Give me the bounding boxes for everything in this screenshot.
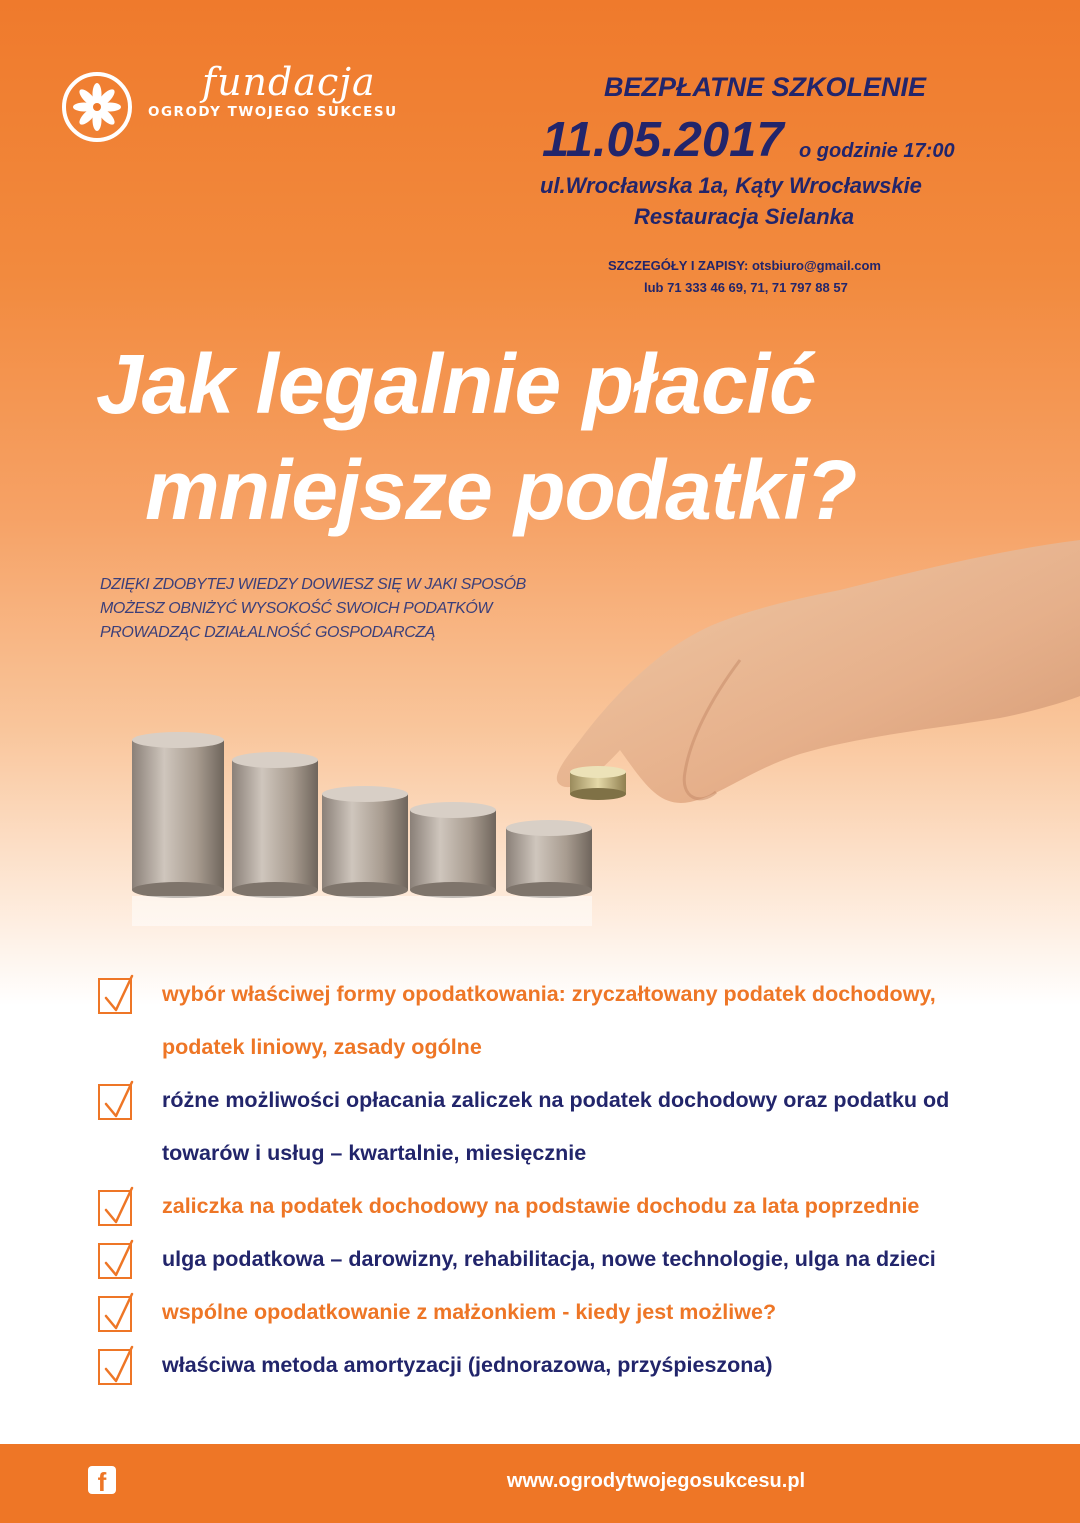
website-link[interactable]: www.ogrodytwojegosukcesu.pl (506, 1470, 806, 1492)
coin-stack-4 (410, 802, 496, 898)
hand (557, 540, 1080, 803)
coin-stack-5 (506, 820, 592, 898)
coin-stack-2 (232, 752, 318, 898)
event-date: 11.05.2017 (542, 113, 784, 167)
event-label: BEZPŁATNE SZKOLENIE (604, 72, 927, 102)
logo-name: OGRODY TWOJEGO SUKCESU (148, 104, 398, 120)
contact-email: SZCZEGÓŁY I ZAPISY: otsbiuro@gmail.com (608, 258, 881, 273)
checkmark-icon (98, 1084, 132, 1120)
foundation-logo (62, 60, 398, 148)
logo-script-text: fundacja (202, 60, 376, 104)
coin-stack-1 (132, 732, 224, 898)
held-coins (570, 766, 626, 800)
footer-bar (0, 1444, 1080, 1523)
checkmark-icon (98, 978, 132, 1014)
checklist-item-text: właściwa metoda amortyzacji (jednorazowa, przyśpieszona) (162, 1353, 773, 1377)
intro-line1: DZIĘKI ZDOBYTEJ WIEDZY DOWIESZ SIĘ W JAKI SPOSÓB (100, 576, 526, 593)
event-address-line1: ul.Wrocławska 1a, Kąty Wrocławskie (540, 173, 922, 198)
checklist-item-text: zaliczka na podatek dochodowy na podstawie dochodu za lata poprzednie (162, 1194, 920, 1218)
checklist-item (96, 1339, 1036, 1392)
checklist-item (96, 1180, 1036, 1233)
checklist-item-text: różne możliwości opłacania zaliczek na podatek dochodowy oraz podatku od towarów i usług – kwartalnie, miesięcznie (162, 1088, 950, 1165)
checklist-item (96, 1233, 1036, 1286)
checkmark-icon (98, 1349, 132, 1385)
event-address-line2: Restauracja Sielanka (634, 204, 855, 229)
event-time: o godzinie 17:00 (799, 140, 955, 162)
intro-line2: MOŻESZ OBNIŻYĆ WYSOKOŚĆ SWOICH PODATKÓW (100, 600, 493, 617)
checkmark-icon (98, 1296, 132, 1332)
checklist-item-text: wybór właściwej formy opodatkowania: zryczałtowany podatek dochodowy, podatek liniowy, zasady ogólne (162, 982, 936, 1059)
coin-stack-3 (322, 786, 408, 898)
checklist-item-text: ulga podatkowa – darowizny, rehabilitacja, nowe technologie, ulga na dzieci (162, 1247, 936, 1271)
checklist-item (96, 1074, 1036, 1180)
flower-icon (62, 72, 132, 142)
checklist-item-text: wspólne opodatkowanie z małżonkiem - kiedy jest możliwe? (162, 1300, 777, 1324)
checkmark-icon (98, 1243, 132, 1279)
checkmark-icon (98, 1190, 132, 1226)
checklist-item (96, 968, 1036, 1074)
headline-line2: mniejsze podatki? (145, 443, 857, 537)
checklist-item (96, 1286, 1036, 1339)
intro-line3: PROWADZĄC DZIAŁALNOŚĆ GOSPODARCZĄ (100, 624, 436, 641)
topics-checklist (96, 968, 1036, 1392)
facebook-icon[interactable]: f (88, 1466, 116, 1494)
intro-text (100, 573, 570, 645)
headline-line1: Jak legalnie płacić (96, 337, 815, 431)
contact-phone: lub 71 333 46 69, 71, 71 797 88 57 (644, 280, 848, 295)
